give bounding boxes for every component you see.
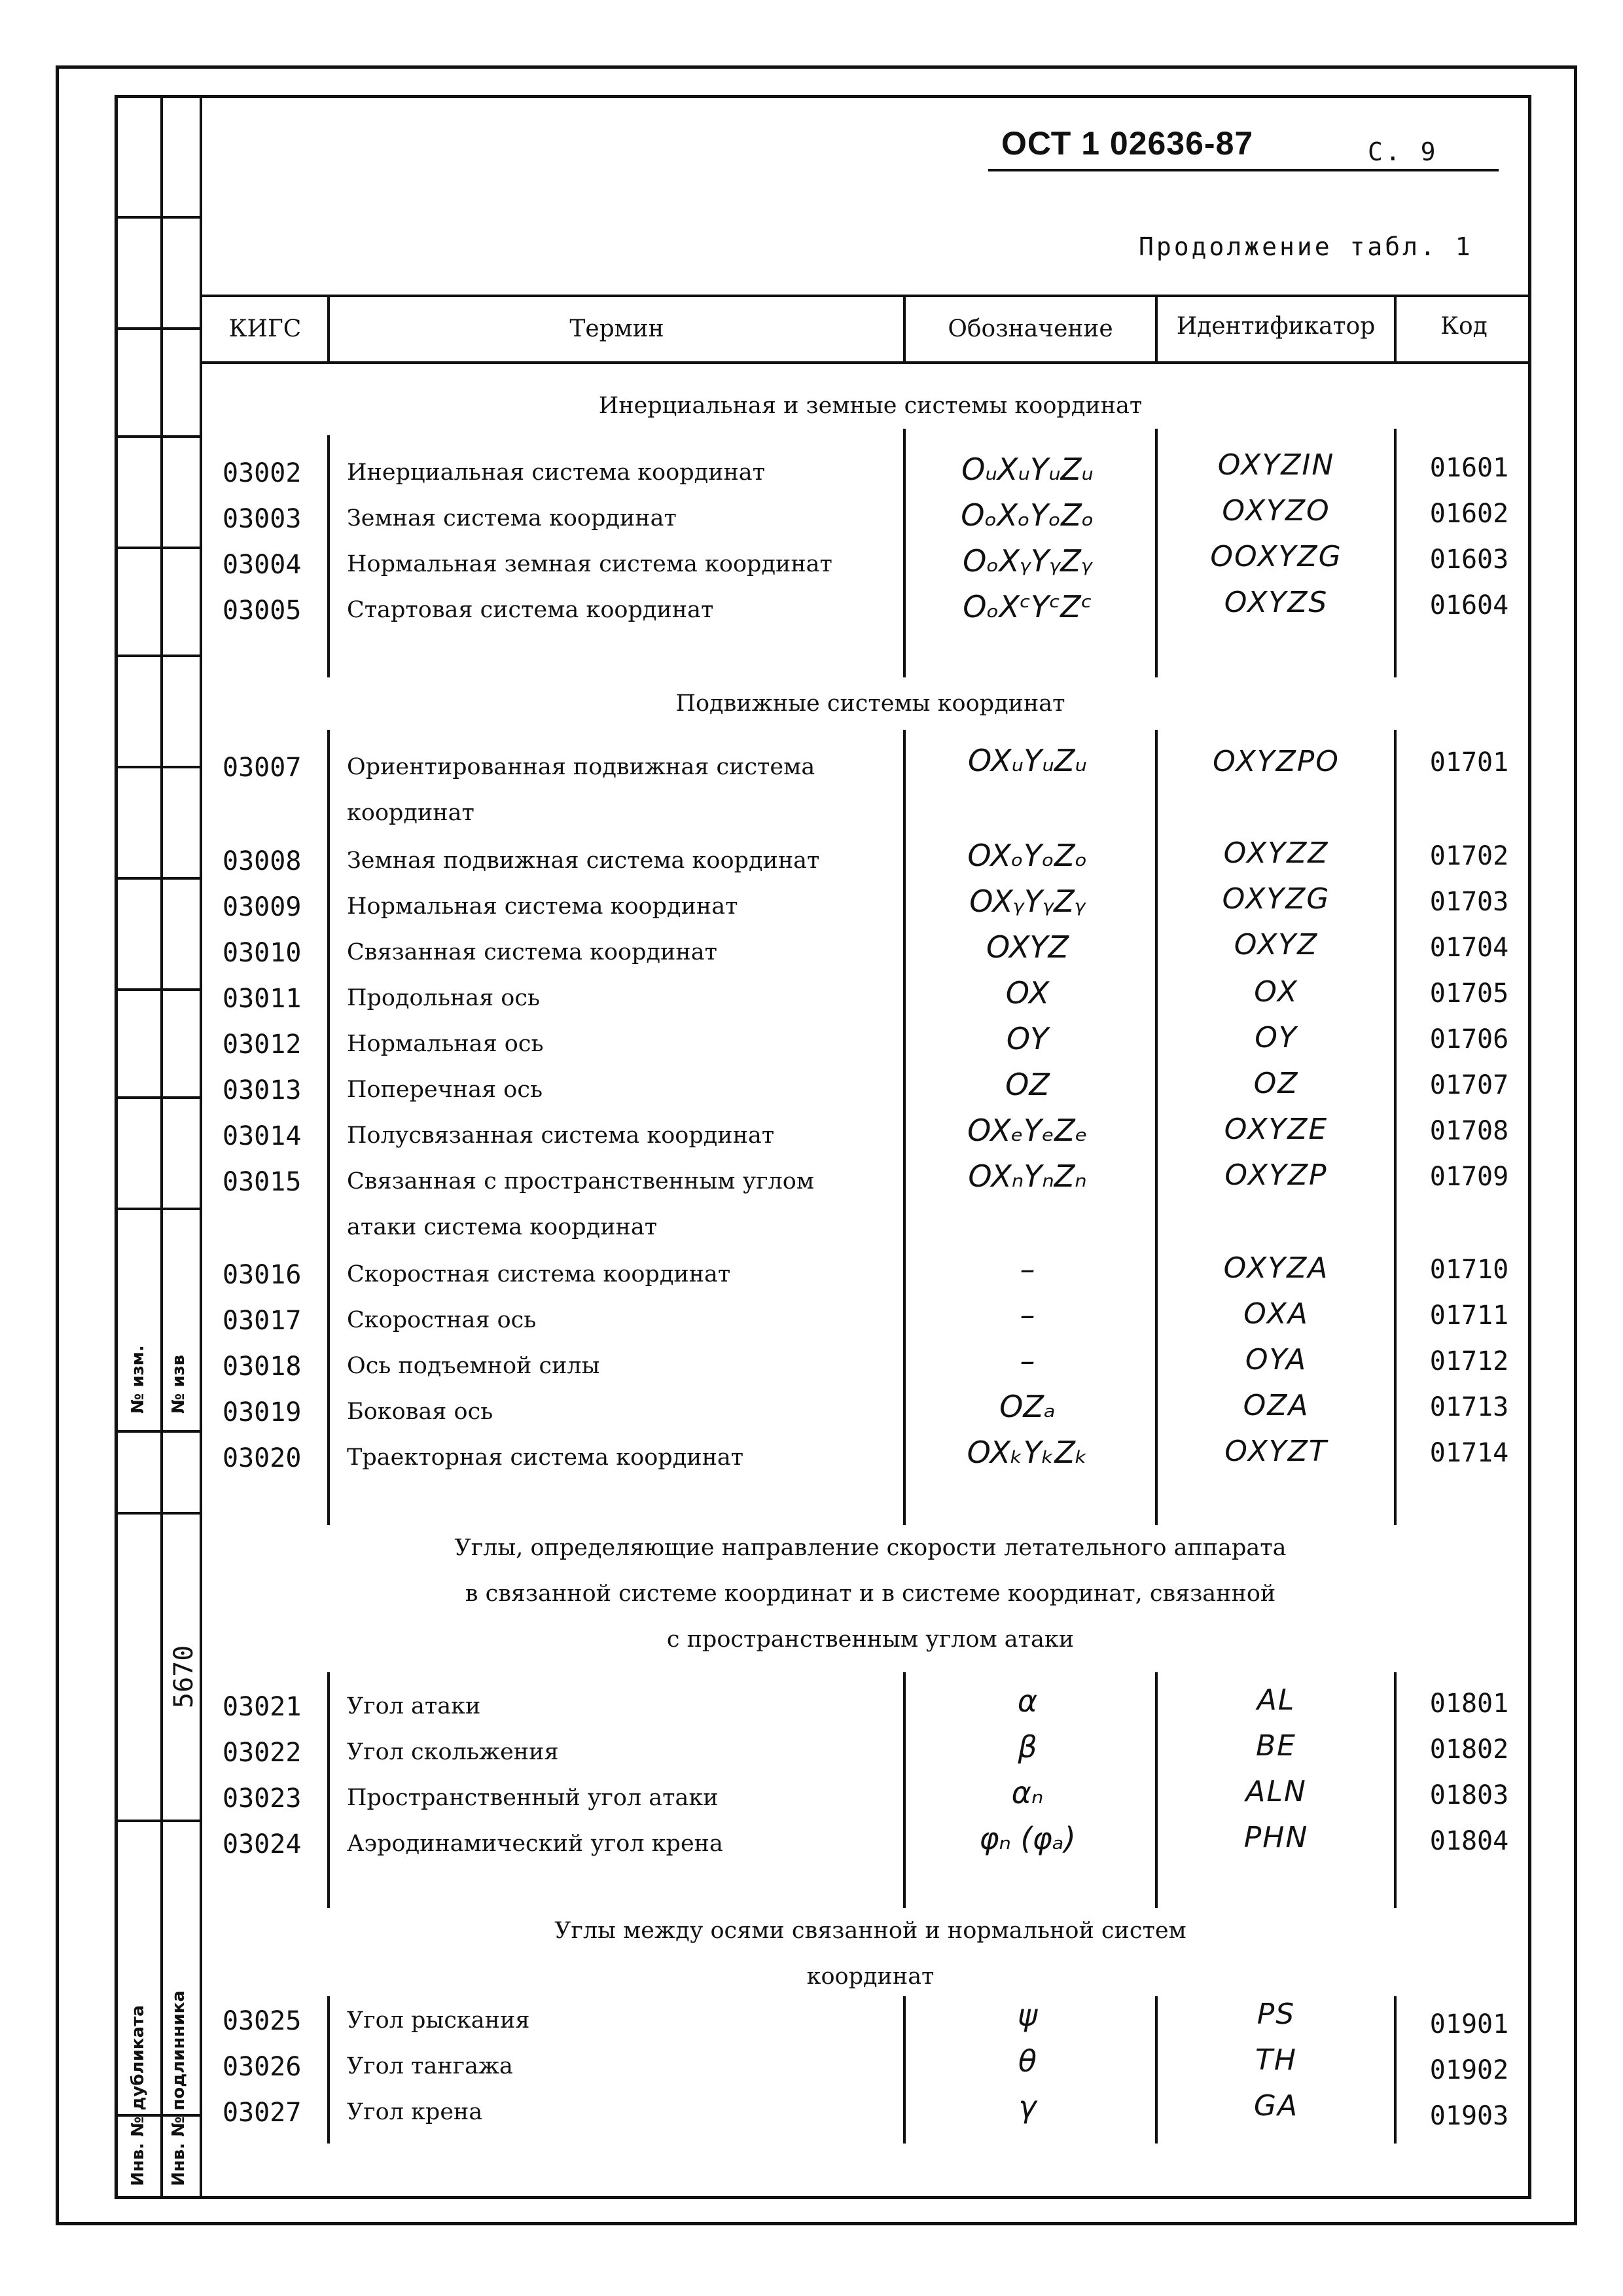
symbol-cell: OₒXᶜYᶜZᶜ: [963, 589, 1092, 624]
identifier-cell: OXYZT: [1224, 1435, 1328, 1468]
kigs-cell: 03004: [223, 550, 302, 580]
margin-rule: [115, 1512, 200, 1515]
margin-orig-number: 5670: [169, 1645, 199, 1708]
identifier-cell: PHN: [1243, 1821, 1309, 1854]
kigs-cell: 03026: [223, 2052, 302, 2082]
term-cell: Нормальная система координат: [347, 893, 738, 920]
identifier-cell: GA: [1253, 2089, 1299, 2123]
code-cell: 01714: [1429, 1438, 1509, 1468]
column-rule: [1394, 1996, 1397, 2144]
symbol-cell: OᵤXᵤYᵤZᵤ: [961, 452, 1094, 487]
identifier-cell: OXYZP: [1224, 1158, 1328, 1192]
margin-divider: [200, 95, 202, 2199]
symbol-cell: β: [1018, 1729, 1037, 1765]
term-cell: Стартовая система координат: [347, 597, 714, 623]
margin-rule: [115, 877, 200, 880]
margin-rule: [115, 766, 200, 768]
symbol-cell: –: [1020, 1251, 1035, 1287]
term-cell: Ориентированная подвижная система: [347, 754, 815, 780]
column-rule: [1155, 1672, 1158, 1908]
identifier-cell: OYA: [1245, 1343, 1308, 1376]
margin-duplicate-inv: Инв. № дубликата: [128, 2005, 148, 2186]
kigs-cell: 03021: [223, 1692, 302, 1722]
code-cell: 01702: [1429, 841, 1509, 871]
section-title: Подвижные системы координат: [675, 691, 1065, 717]
column-rule: [1394, 429, 1397, 677]
margin-change-no: № изм.: [128, 1345, 148, 1414]
symbol-cell: OXᵤYᵤZᵤ: [968, 743, 1087, 778]
document-code-underline: [988, 169, 1499, 171]
kigs-cell: 03014: [223, 1121, 302, 1151]
symbol-cell: α: [1017, 1683, 1038, 1719]
kigs-cell: 03012: [223, 1030, 302, 1060]
section-title: Углы между осями связанной и нормальной систем: [554, 1918, 1186, 1944]
table-header-bottom-rule: [200, 361, 1531, 364]
column-rule: [327, 435, 330, 677]
symbol-cell: OₒXₒYₒZₒ: [961, 497, 1094, 533]
symbol-cell: OₒXᵧYᵧZᵧ: [963, 543, 1092, 579]
term-cell: Нормальная ось: [347, 1031, 544, 1057]
symbol-cell: –: [1020, 1297, 1035, 1333]
column-header-kigs: КИГС: [228, 315, 302, 342]
section-title: Инерциальная и земные системы координат: [598, 393, 1143, 419]
term-cell: Земная подвижная система координат: [347, 848, 820, 874]
column-rule: [1155, 730, 1158, 1525]
term-cell: Связанная система координат: [347, 939, 717, 965]
identifier-cell: OXYZE: [1224, 1113, 1329, 1146]
code-cell: 01704: [1429, 933, 1509, 963]
code-cell: 01802: [1429, 1734, 1509, 1765]
symbol-cell: OY: [1006, 1021, 1049, 1056]
kigs-cell: 03015: [223, 1167, 302, 1197]
margin-rule: [115, 216, 200, 219]
identifier-cell: AL: [1257, 1683, 1296, 1717]
column-rule: [1155, 1996, 1158, 2144]
term-cell: Аэродинамический угол крена: [347, 1831, 723, 1857]
identifier-cell: OXYZIN: [1217, 448, 1335, 482]
kigs-cell: 03011: [223, 984, 302, 1014]
kigs-cell: 03020: [223, 1443, 302, 1473]
symbol-cell: φₙ (φₐ): [979, 1821, 1076, 1856]
identifier-cell: OXYZS: [1224, 586, 1329, 619]
identifier-cell: TH: [1255, 2043, 1297, 2077]
column-rule: [1394, 1672, 1397, 1908]
symbol-cell: OXYZ: [986, 929, 1069, 965]
column-rule: [1155, 429, 1158, 677]
identifier-cell: OXYZ: [1234, 928, 1319, 961]
margin-rule: [115, 655, 200, 657]
page-number: С. 9: [1368, 137, 1438, 166]
term-cell: Траекторная система координат: [347, 1444, 744, 1471]
kigs-cell: 03017: [223, 1306, 302, 1336]
table-header-top-rule: [200, 295, 1531, 297]
term-cell: Нормальная земная система координат: [347, 551, 832, 577]
kigs-cell: 03019: [223, 1397, 302, 1427]
term-cell: Скоростная система координат: [347, 1261, 731, 1287]
code-cell: 01708: [1429, 1116, 1509, 1146]
identifier-cell: OXYZG: [1222, 882, 1330, 916]
code-cell: 01601: [1429, 453, 1509, 483]
identifier-cell: OOXYZG: [1210, 540, 1342, 573]
code-cell: 01705: [1429, 978, 1509, 1009]
code-cell: 01711: [1429, 1300, 1509, 1331]
margin-original-inv: Инв. № подлинника: [169, 1990, 188, 2186]
symbol-cell: OXᵧYᵧZᵧ: [969, 884, 1086, 919]
code-cell: 01713: [1429, 1392, 1509, 1422]
code-cell: 01709: [1429, 1162, 1509, 1192]
symbol-cell: OXₖYₖZₖ: [967, 1435, 1088, 1470]
term-cell: Угол рыскания: [347, 2007, 530, 2034]
term-cell-continuation: координат: [347, 800, 474, 826]
column-rule: [1394, 730, 1397, 1525]
term-cell: Угол тангажа: [347, 2053, 513, 2079]
table-continuation: Продолжение табл. 1: [1139, 232, 1473, 261]
kigs-cell: 03018: [223, 1352, 302, 1382]
term-cell: Связанная с пространственным углом: [347, 1168, 815, 1194]
term-cell: Инерциальная система координат: [347, 459, 766, 486]
term-cell: Ось подъемной силы: [347, 1353, 600, 1379]
code-cell: 01703: [1429, 887, 1509, 917]
kigs-cell: 03013: [223, 1075, 302, 1105]
margin-rule: [115, 327, 200, 330]
term-cell-continuation: атаки система координат: [347, 1214, 658, 1240]
symbol-cell: ψ: [1017, 1998, 1038, 2033]
section-title: в связанной системе координат и в системе координат, связанной: [465, 1581, 1276, 1607]
code-cell: 01803: [1429, 1780, 1509, 1810]
column-header-code: Код: [1440, 313, 1488, 340]
code-cell: 01801: [1429, 1689, 1509, 1719]
kigs-cell: 03023: [223, 1784, 302, 1814]
kigs-cell: 03008: [223, 846, 302, 876]
symbol-cell: OZ: [1005, 1067, 1050, 1102]
kigs-cell: 03025: [223, 2006, 302, 2036]
term-cell: Угол атаки: [347, 1693, 481, 1719]
symbol-cell: θ: [1018, 2043, 1037, 2079]
identifier-cell: OX: [1254, 975, 1298, 1009]
code-cell: 01903: [1429, 2101, 1509, 2131]
column-rule: [327, 295, 330, 363]
code-cell: 01707: [1429, 1070, 1509, 1100]
kigs-cell: 03007: [223, 753, 302, 783]
margin-rule: [115, 1208, 200, 1210]
symbol-cell: αₙ: [1011, 1775, 1044, 1810]
code-cell: 01901: [1429, 2009, 1509, 2039]
column-rule: [327, 1996, 330, 2144]
symbol-cell: OZₐ: [999, 1389, 1056, 1424]
identifier-cell: OY: [1255, 1021, 1298, 1054]
identifier-cell: ALN: [1245, 1775, 1307, 1808]
section-title: Углы, определяющие направление скорости летательного аппарата: [454, 1535, 1287, 1561]
code-cell: 01701: [1429, 747, 1509, 778]
kigs-cell: 03010: [223, 938, 302, 968]
term-cell: Земная система координат: [347, 505, 677, 531]
document-code: ОСТ 1 02636-87: [1001, 125, 1254, 162]
identifier-cell: BE: [1256, 1729, 1296, 1763]
margin-change-doc-no: № изв: [169, 1354, 188, 1414]
kigs-cell: 03027: [223, 2098, 302, 2128]
term-cell: Продольная ось: [347, 985, 541, 1011]
identifier-cell: OXYZPO: [1213, 745, 1340, 778]
identifier-cell: PS: [1257, 1998, 1296, 2031]
margin-rule: [115, 1430, 200, 1433]
term-cell: Боковая ось: [347, 1399, 493, 1425]
code-cell: 01710: [1429, 1255, 1509, 1285]
kigs-cell: 03022: [223, 1738, 302, 1768]
term-cell: Поперечная ось: [347, 1077, 543, 1103]
code-cell: 01902: [1429, 2055, 1509, 2085]
code-cell: 01804: [1429, 1826, 1509, 1856]
symbol-cell: OX: [1005, 975, 1050, 1011]
identifier-cell: OXYZO: [1222, 494, 1330, 528]
kigs-cell: 03002: [223, 458, 302, 488]
identifier-cell: OXA: [1243, 1297, 1309, 1331]
code-cell: 01602: [1429, 499, 1509, 529]
kigs-cell: 03005: [223, 596, 302, 626]
term-cell: Угол скольжения: [347, 1739, 559, 1765]
term-cell: Полусвязанная система координат: [347, 1122, 775, 1149]
margin-rule: [115, 1820, 200, 1822]
margin-rule: [115, 1096, 200, 1099]
code-cell: 01712: [1429, 1346, 1509, 1376]
kigs-cell: 03024: [223, 1829, 302, 1859]
identifier-cell: OZ: [1253, 1067, 1299, 1100]
kigs-cell: 03003: [223, 504, 302, 534]
column-header-term: Термин: [569, 315, 664, 342]
margin-rule: [115, 547, 200, 549]
column-rule: [327, 730, 330, 1525]
symbol-cell: OXₑYₑZₑ: [967, 1113, 1088, 1148]
code-cell: 01604: [1429, 590, 1509, 620]
identifier-cell: OZA: [1243, 1389, 1310, 1422]
code-cell: 01706: [1429, 1024, 1509, 1054]
term-cell: Угол крена: [347, 2099, 483, 2125]
section-title: с пространственным углом атаки: [666, 1626, 1075, 1653]
code-cell: 01603: [1429, 545, 1509, 575]
symbol-cell: OXₒYₒZₒ: [967, 838, 1088, 873]
margin-divider: [160, 95, 163, 2199]
section-title: координат: [806, 1964, 935, 1990]
column-header-symbol: Обозначение: [948, 315, 1113, 342]
column-header-identifier: Идентификатор: [1176, 313, 1376, 340]
margin-rule: [115, 435, 200, 438]
term-cell: Пространственный угол атаки: [347, 1785, 719, 1811]
identifier-cell: OXYZA: [1223, 1251, 1329, 1285]
term-cell: Скоростная ось: [347, 1307, 537, 1333]
margin-rule: [115, 988, 200, 991]
kigs-cell: 03009: [223, 892, 302, 922]
column-rule: [327, 1672, 330, 1908]
identifier-cell: OXYZZ: [1223, 836, 1329, 870]
symbol-cell: –: [1020, 1343, 1035, 1378]
kigs-cell: 03016: [223, 1260, 302, 1290]
symbol-cell: γ: [1018, 2089, 1037, 2125]
symbol-cell: OXₙYₙZₙ: [968, 1158, 1087, 1194]
